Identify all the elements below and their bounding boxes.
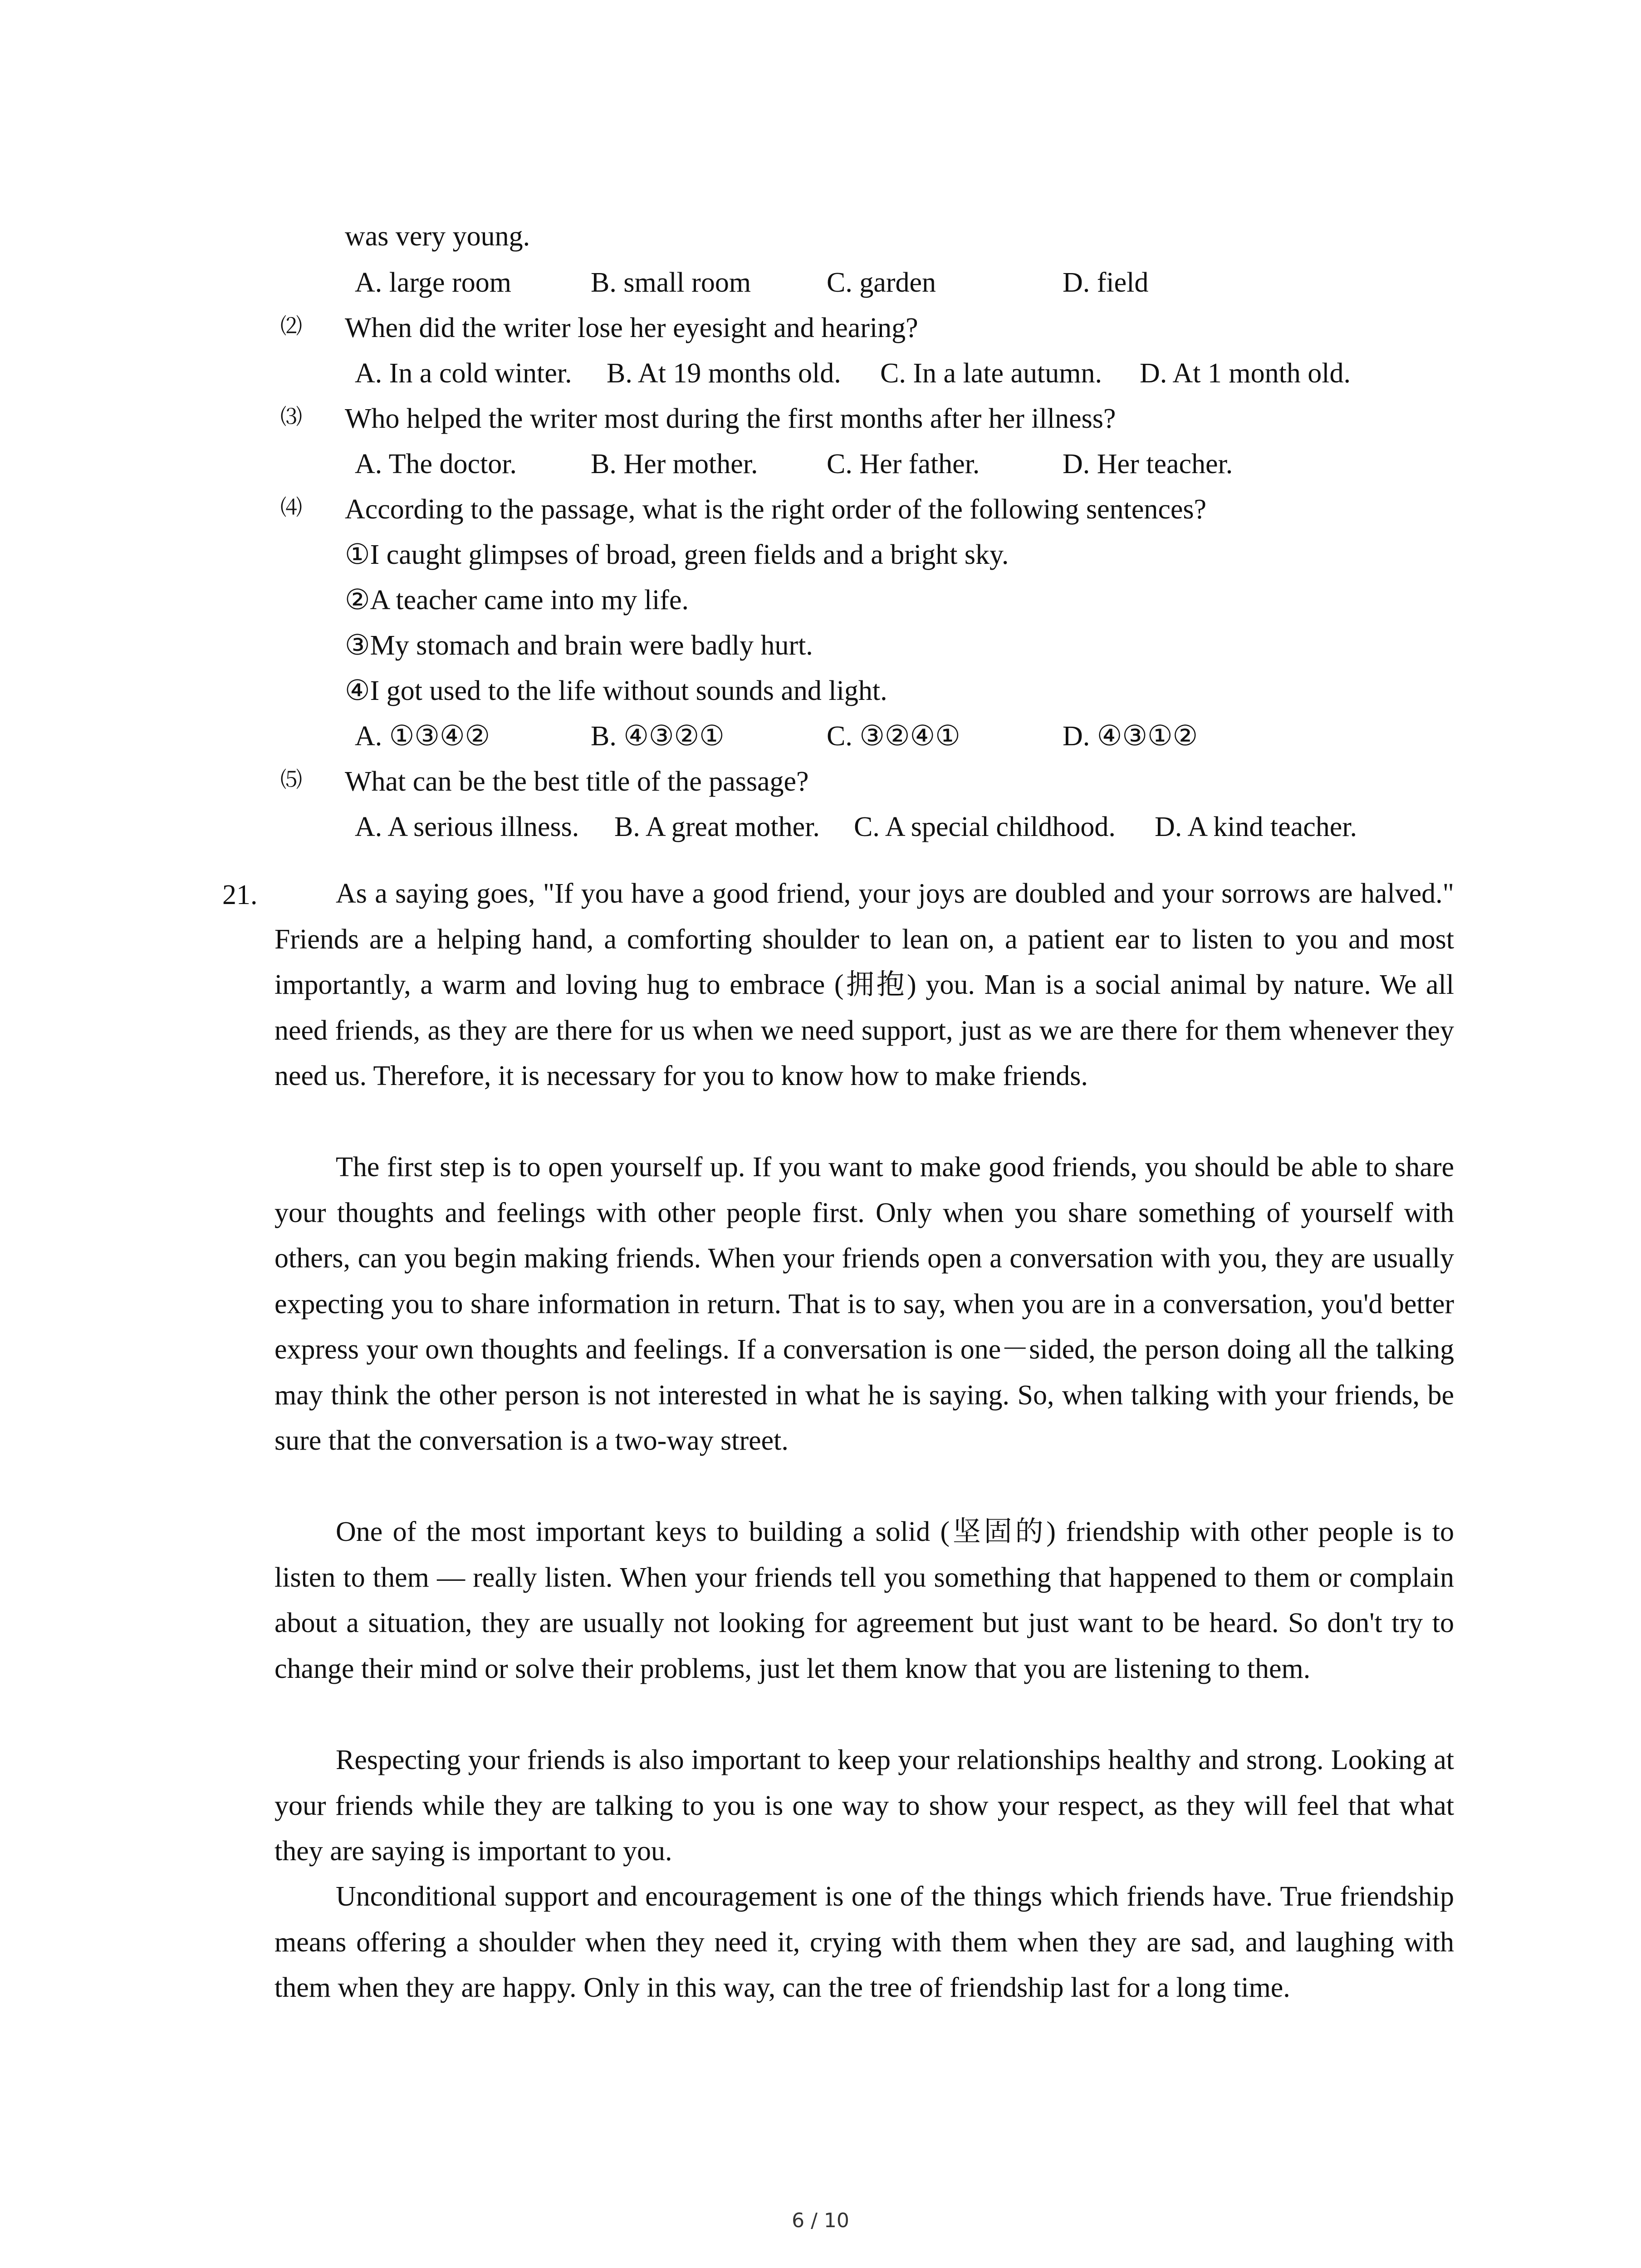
- q20-4-number: ⑷: [280, 495, 303, 520]
- q20-4-statement-2: ②A teacher came into my life.: [345, 585, 689, 616]
- q21-paragraph-5: Unconditional support and encouragement is one of the things which friends have. True friendship means offering a shoulder when they need it, crying with them when they are sad, and laughing with them when they are happy. Only in this way, can the tree of friendship last for a long time.: [274, 1881, 1454, 2003]
- q21-number: 21.: [222, 880, 258, 910]
- q20-3-option-c: C. Her father.: [827, 449, 980, 479]
- q20-4-option-d: D. ④③①②: [1063, 721, 1198, 752]
- q20-3-number: ⑶: [280, 404, 303, 430]
- q20-2-option-c: C. In a late autumn.: [880, 358, 1102, 389]
- q20-3-option-a: A. The doctor.: [355, 449, 517, 479]
- q20-5-option-a: A. A serious illness.: [355, 811, 579, 842]
- q20-3-option-d: D. Her teacher.: [1063, 449, 1233, 479]
- q20-5-option-b: B. A great mother.: [614, 811, 820, 842]
- q21-paragraph-3: One of the most important keys to building a solid (坚固的) friendship with other people is to listen to them — really listen. When your friends tell you something that happened to them or complain about a situation, they are usually not looking for agreement but just want to be heard. So don't try to change their mind or solve their problems, just let them know that you are listening to them.: [274, 1516, 1454, 1684]
- q20-4-option-c: C. ③②④①: [827, 721, 960, 752]
- q20-5-option-d: D. A kind teacher.: [1155, 811, 1357, 842]
- q20-1-option-c: C. garden: [827, 267, 936, 298]
- q20-2-option-b: B. At 19 months old.: [607, 358, 841, 389]
- q20-4-statement-3: ③My stomach and brain were badly hurt.: [345, 630, 813, 661]
- q20-5-number: ⑸: [280, 767, 303, 792]
- q21-paragraph-2: The first step is to open yourself up. If you want to make good friends, you should be able to share your thoughts and feelings with other people first. Only when you share something of yourself with others, can you begin making friends. When your friends open a conversation with you, they are usually expecting you to share information in return. That is to say, when you are in a conversation, you'd better express your own thoughts and feelings. If a conversation is one－sided, the person doing all the talking may think the other person is not interested in what he is saying. So, when talking with your friends, be sure that the conversation is a two-way street.: [274, 1152, 1454, 1456]
- q20-4-question: According to the passage, what is the right order of the following sentences?: [345, 494, 1207, 525]
- q20-1-option-a: A. large room: [355, 267, 511, 298]
- q20-4-option-b: B. ④③②①: [591, 721, 725, 752]
- q20-4-statement-1: ①I caught glimpses of broad, green fields and a bright sky.: [345, 539, 1009, 570]
- q20-4-statement-4: ④I got used to the life without sounds and light.: [345, 675, 887, 706]
- q20-1-option-b: B. small room: [591, 267, 751, 298]
- q20-2-number: ⑵: [280, 313, 303, 339]
- q21-paragraph-1: As a saying goes, "If you have a good friend, your joys are doubled and your sorrows are halved." Friends are a helping hand, a comforting shoulder to lean on, a patient ear to listen to you and most importantly, a warm and loving hug to embrace (拥抱) you. Man is a social animal by nature. We all need friends, as they are there for us when we need support, just as we are there for them whenever they need us. Therefore, it is necessary for you to know how to make friends.: [274, 878, 1454, 1091]
- q20-2-question: When did the writer lose her eyesight and hearing?: [345, 313, 918, 343]
- q20-4-option-a: A. ①③④②: [355, 721, 490, 752]
- page-number: 6 / 10: [792, 2209, 849, 2232]
- q20-5-question: What can be the best title of the passage?: [345, 766, 809, 797]
- q20-2-option-a: A. In a cold winter.: [355, 358, 572, 389]
- q20-2-option-d: D. At 1 month old.: [1140, 358, 1351, 389]
- q20-3-option-b: B. Her mother.: [591, 449, 758, 479]
- q20-5-option-c: C. A special childhood.: [854, 811, 1116, 842]
- q20-1-option-d: D. field: [1063, 267, 1149, 298]
- q20-1-continuation: was very young.: [345, 221, 530, 252]
- q21-paragraph-4: Respecting your friends is also important to keep your relationships healthy and strong. Looking at your friends while they are talking to you is one way to show your respect, as they will feel that what they are saying is important to you.: [274, 1745, 1454, 1867]
- q20-3-question: Who helped the writer most during the first months after her illness?: [345, 403, 1116, 434]
